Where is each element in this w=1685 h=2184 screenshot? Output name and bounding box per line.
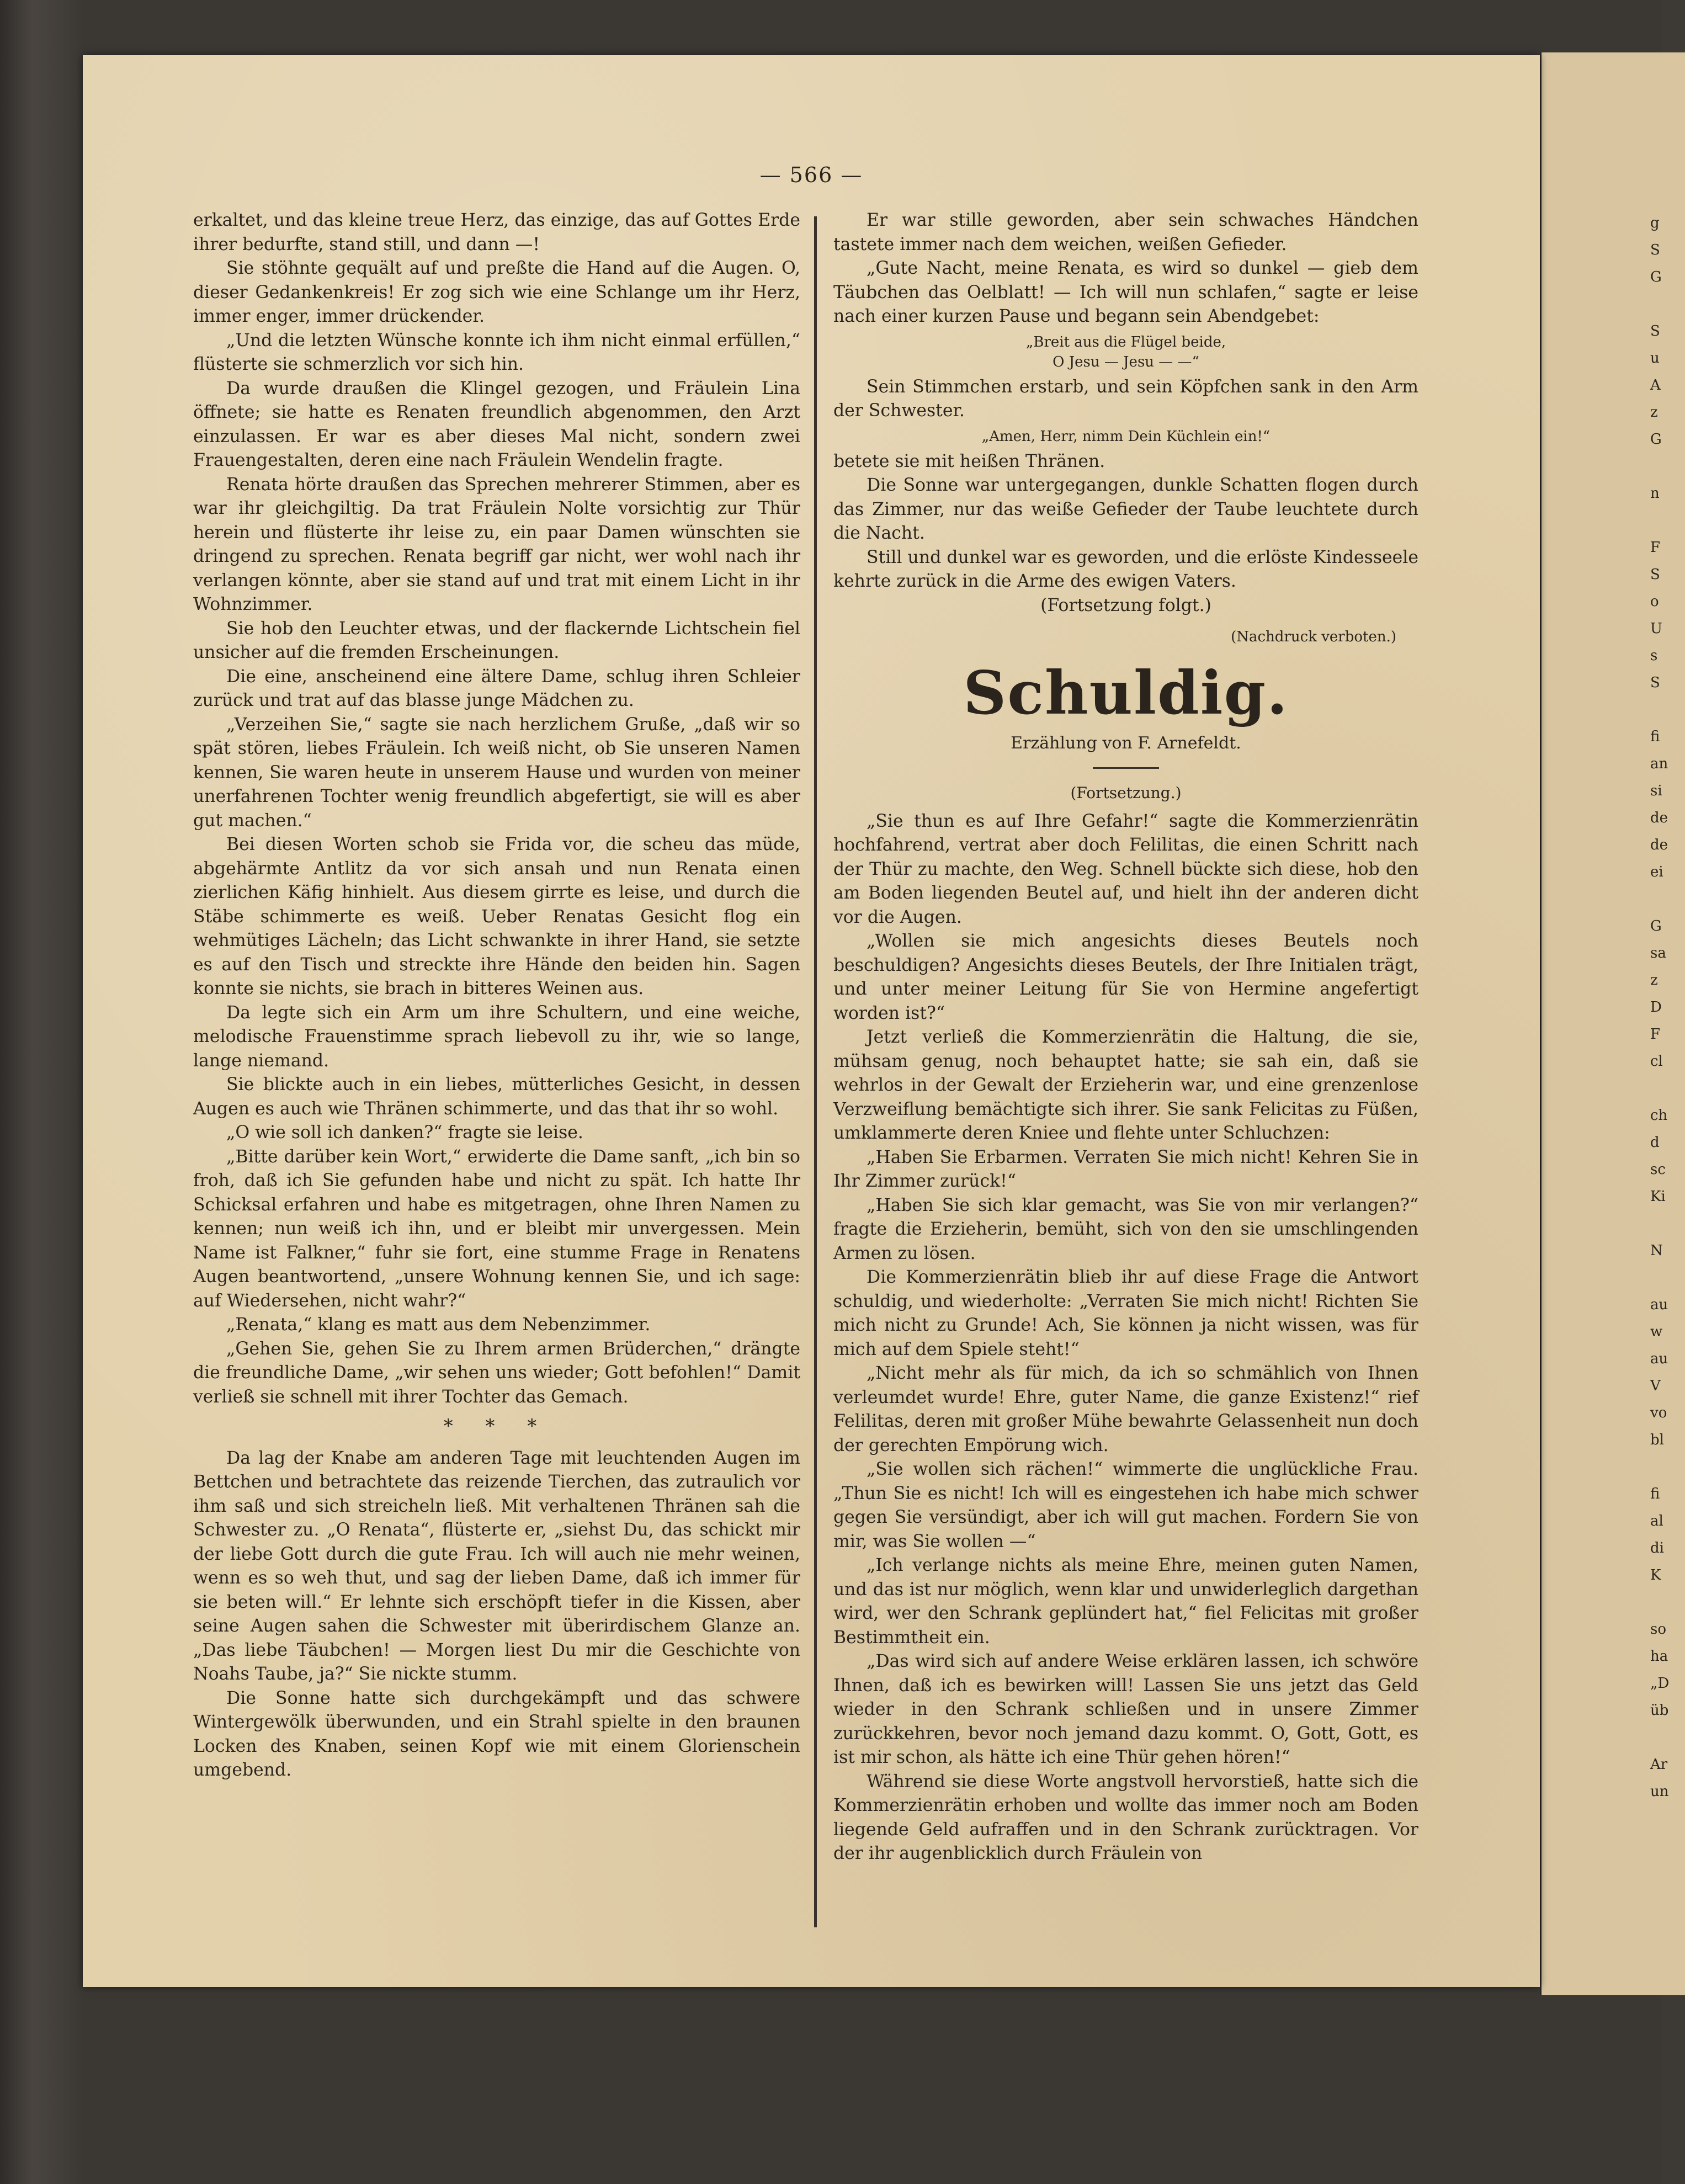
title-rule bbox=[1093, 767, 1159, 769]
story-byline: Erzählung von F. Arnefeldt. bbox=[1011, 733, 1241, 753]
paragraph: Da lag der Knabe am anderen Tage mit leuchtenden Augen im Bettchen und betrachtete das reizende Tierchen, das zutraulich vor ihm saß und sich streicheln ließ. Mit verhaltenen Thränen sah die Schwester zu. „O Renata“, flüsterte er, „siehst Du, das schickt mir der liebe Gott durch die gute Frau. Ich will auch nie mehr weinen, wenn es so weh thut, und sag der lieben Dame, daß ich immer für sie beten will.“ Er lehnte sich erschöpft tiefer in die Kissen, aber seine Augen sahen die Schwester mit überirdischem Glanze an. „Das liebe Täubchen! — Morgen liest Du mir die Geschichte von Noahs Taube, ja?“ Sie nickte stumm. bbox=[193, 1448, 800, 1684]
paragraph: Die Kommerzienrätin blieb ihr auf diese Frage die Antwort schuldig, und wiederholte: „Verraten Sie mich nicht! Richten Sie mich nicht zu Grunde! Ach, Sie können ja nicht wissen, was für mich auf dem Spiele steht!“ bbox=[833, 1267, 1418, 1359]
story-title: Schuldig. bbox=[963, 658, 1289, 728]
page-number: — 566 — bbox=[759, 163, 863, 187]
prayer-verse bbox=[833, 427, 1418, 447]
paragraph: Während sie diese Worte angstvoll hervorstieß, hatte sich die Kommerzienrätin erhoben und wollte das immer noch am Boden liegende Geld aufraffen und in den Schrank zurücktragen. Vor der ihr augenblicklich durch Fräulein von bbox=[833, 1771, 1418, 1863]
right-column bbox=[833, 209, 1418, 1866]
paragraph: Sie hob den Leuchter etwas, und der flackernde Lichtschein fiel unsicher auf die fremden Erscheinungen. bbox=[193, 618, 800, 662]
continuation-note: (Fortsetzung folgt.) bbox=[1040, 595, 1211, 615]
paragraph: „Und die letzten Wünsche konnte ich ihm nicht einmal erfüllen,“ flüsterte sie schmerzlich vor sich hin. bbox=[193, 330, 800, 374]
paragraph: Die Sonne war untergegangen, dunkle Schatten flogen durch das Zimmer, nur das weiße Gefieder der Taube leuchtete durch die Nacht. bbox=[833, 475, 1418, 543]
adjacent-page-text-fragments: g S G S u A z G n F S o U s S fi an si de de ei G sa z D F cl ch d sc Ki N au w au V vo bl fi al di K so ha „D üb Ar un bbox=[1650, 215, 1670, 1800]
paragraph: Bei diesen Worten schob sie Frida vor, die scheu das müde, abgehärmte Antlitz da vor sich ansah und nun Renata einen zierlichen Käfig hinhielt. Aus diesem girrte es leise, und durch die Stäbe schimmerte es weiß. Ueber Renatas Gesicht flog ein wehmütiges Lächeln; das Licht schwankte in ihrer Hand, sie setzte es auf den Tisch und streckte ihre Hände den beiden hin. Sagen konnte sie nichts, sie brach in bitteres Weinen aus. bbox=[193, 835, 800, 998]
continuation-mark: (Fortsetzung.) bbox=[1070, 784, 1182, 802]
paragraph: Sein Stimmchen erstarb, und sein Köpfchen sank in den Arm der Schwester. bbox=[833, 376, 1418, 421]
paragraph: „Verzeihen Sie,“ sagte sie nach herzlichem Gruße, „daß wir so spät stören, liebes Fräulein. Ich weiß nicht, ob Sie unseren Namen kennen, Sie waren heute in unserem Hause und wurden von meiner unerfahrenen Tochter wenig freundlich abgefertigt, sie will es aber gut machen.“ bbox=[193, 714, 800, 831]
paragraph: „O wie soll ich danken?“ fragte sie leise. bbox=[226, 1123, 583, 1143]
paragraph: „Bitte darüber kein Wort,“ erwiderte die Dame sanft, „ich bin so froh, daß ich Sie gefunden habe und nicht zu spät. Ich hatte Ihr Schicksal erfahren und habe es mitgetragen, ohne Ihren Namen zu kennen; nun weiß ich ihn, und er bleibt mir unvergessen. Mein Name ist Falkner,“ fuhr sie fort, eine stumme Frage in Renatens Augen beantwortend, „unsere Wohnung kennen Sie, und ich sage: auf Wiedersehen, nicht wahr?“ bbox=[193, 1146, 800, 1311]
paragraph: Still und dunkel war es geworden, und die erlöste Kindesseele kehrte zurück in die Arme des ewigen Vaters. bbox=[833, 547, 1418, 591]
paragraph: erkaltet, und das kleine treue Herz, das einzige, das auf Gottes Erde ihrer bedurfte, stand still, und dann —! bbox=[193, 210, 800, 254]
prayer-verse bbox=[833, 332, 1418, 372]
paragraph: „Gute Nacht, meine Renata, es wird so dunkel — gieb dem Täubchen das Oelblatt! — Ich will nun schlafen,“ sagte er leise nach einer kurzen Pause und begann sein Abendgebet: bbox=[833, 258, 1418, 326]
left-column bbox=[193, 209, 800, 1783]
verse-line: „Amen, Herr, nimm Dein Küchlein ein!“ bbox=[981, 428, 1271, 445]
paragraph: „Renata,“ klang es matt aus dem Nebenzimmer. bbox=[226, 1315, 651, 1335]
paragraph: „Nicht mehr als für mich, da ich so schmählich von Ihnen verleumdet wurde! Ehre, guter Name, die ganze Existenz!“ rief Felilitas, deren mit großer Mühe bewahrte Gelassenheit nun doch der gerechten Empörung wich. bbox=[833, 1363, 1418, 1455]
paragraph: „Haben Sie Erbarmen. Verraten Sie mich nicht! Kehren Sie in Ihr Zimmer zurück!“ bbox=[833, 1147, 1418, 1191]
paragraph: Jetzt verließ die Kommerzienrätin die Haltung, die sie, mühsam genug, noch behauptet hatte; sie sah ein, daß sie wehrlos in der Gewalt der Erzieherin war, und eine grenzenlose Verzweiflung bemächtigte sich ihrer. Sie sank Felicitas zu Füßen, umklammerte deren Kniee und flehte unter Schluchzen: bbox=[833, 1027, 1418, 1143]
paragraph: Die Sonne hatte sich durchgekämpft und das schwere Wintergewölk überwunden, und ein Strahl spielte in den braunen Locken des Knaben, seinen Kopf wie mit einem Glorienschein umgebend. bbox=[193, 1688, 800, 1780]
verse-line: „Breit aus die Flügel beide, bbox=[1025, 333, 1226, 350]
paragraph: „Das wird sich auf andere Weise erklären lassen, ich schwöre Ihnen, daß ich es bewirken will! Lassen Sie uns jetzt das Geld wieder in den Schrank schließen und in unsere Zimmer zurückkehren, bevor noch jemand dazu kommt. O, Gott, Gott, es ist mir schon, als hätte ich eine Thür gehen hören!“ bbox=[833, 1651, 1418, 1767]
paragraph: Sie blickte auch in ein liebes, mütterliches Gesicht, in dessen Augen es auch wie Thränen schimmerte, und das that ihr so wohl. bbox=[193, 1075, 800, 1119]
section-separator: * * * bbox=[443, 1415, 550, 1437]
paragraph: „Ich verlange nichts als meine Ehre, meinen guten Namen, und das ist nur möglich, wenn klar und unwiderleglich dargethan wird, wer den Schrank geplündert hat,“ fiel Felicitas mit großer Bestimmtheit ein. bbox=[833, 1555, 1418, 1648]
paragraph: „Wollen sie mich angesichts dieses Beutels noch beschuldigen? Angesichts dieses Beutels, der Ihre Initialen trägt, und unter meiner Leitung für Sie von Hermine angefertigt worden ist?“ bbox=[833, 931, 1418, 1023]
paragraph: „Haben Sie sich klar gemacht, was Sie von mir verlangen?“ fragte die Erzieherin, bemüht, sich von den sie umschlingenden Armen zu lösen. bbox=[833, 1195, 1418, 1263]
column-divider bbox=[814, 216, 817, 1927]
paragraph: Renata hörte draußen das Sprechen mehrerer Stimmen, aber es war ihr gleichgiltig. Da trat Fräulein Nolte vorsichtig zur Thür herein und flüsterte ihr leise zu, ein paar Damen wünschten sie dringend zu sprechen. Renata begriff gar nicht, wer wohl nach ihr verlangen könnte, aber sie stand auf und trat mit einem Licht in ihr Wohnzimmer. bbox=[193, 474, 800, 614]
paragraph: Da legte sich ein Arm um ihre Schultern, und eine weiche, melodische Frauenstimme sprach liebevoll zu ihr, wie so lange, lange niemand. bbox=[193, 1002, 800, 1071]
paragraph: „Sie thun es auf Ihre Gefahr!“ sagte die Kommerzienrätin hochfahrend, vertrat aber doch Felilitas, die einen Schritt nach der Thür zu machte, den Weg. Schnell bückte sich diese, hob den am Boden liegenden Beutel auf, und hielt ihn der anderen dicht vor die Augen. bbox=[833, 811, 1418, 927]
paragraph: betete sie mit heißen Thränen. bbox=[833, 451, 1105, 471]
paragraph: Sie stöhnte gequält auf und preßte die Hand auf die Augen. O, dieser Gedankenkreis! Er zog sich wie eine Schlange um ihr Herz, immer enger, immer drückender. bbox=[193, 258, 800, 326]
paragraph: „Sie wollen sich rächen!“ wimmerte die unglückliche Frau. „Thun Sie es nicht! Ich will es eingestehen ich habe mich schwer gegen Sie versündigt, aber ich will gut machen. Fordern Sie von mir, was Sie wollen —“ bbox=[833, 1459, 1418, 1551]
paragraph: „Gehen Sie, gehen Sie zu Ihrem armen Brüderchen,“ drängte die freundliche Dame, „wir sehen uns wieder; Gott befohlen!“ Damit verließ sie schnell mit ihrer Tochter das Gemach. bbox=[193, 1338, 800, 1407]
reprint-notice: (Nachdruck verboten.) bbox=[1231, 629, 1396, 645]
verse-line: O Jesu — Jesu — —“ bbox=[1053, 353, 1199, 370]
paragraph: Da wurde draußen die Klingel gezogen, und Fräulein Lina öffnete; sie hatte es Renaten freundlich abgenommen, den Arzt einzulassen. Er war es aber dieses Mal nicht, sondern zwei Frauengestalten, deren eine nach Fräulein Wendelin fragte. bbox=[193, 378, 800, 470]
paragraph: Er war stille geworden, aber sein schwaches Händchen tastete immer nach dem weichen, weißen Gefieder. bbox=[833, 210, 1418, 254]
paragraph: Die eine, anscheinend eine ältere Dame, schlug ihren Schleier zurück und trat auf das blasse junge Mädchen zu. bbox=[193, 666, 800, 710]
